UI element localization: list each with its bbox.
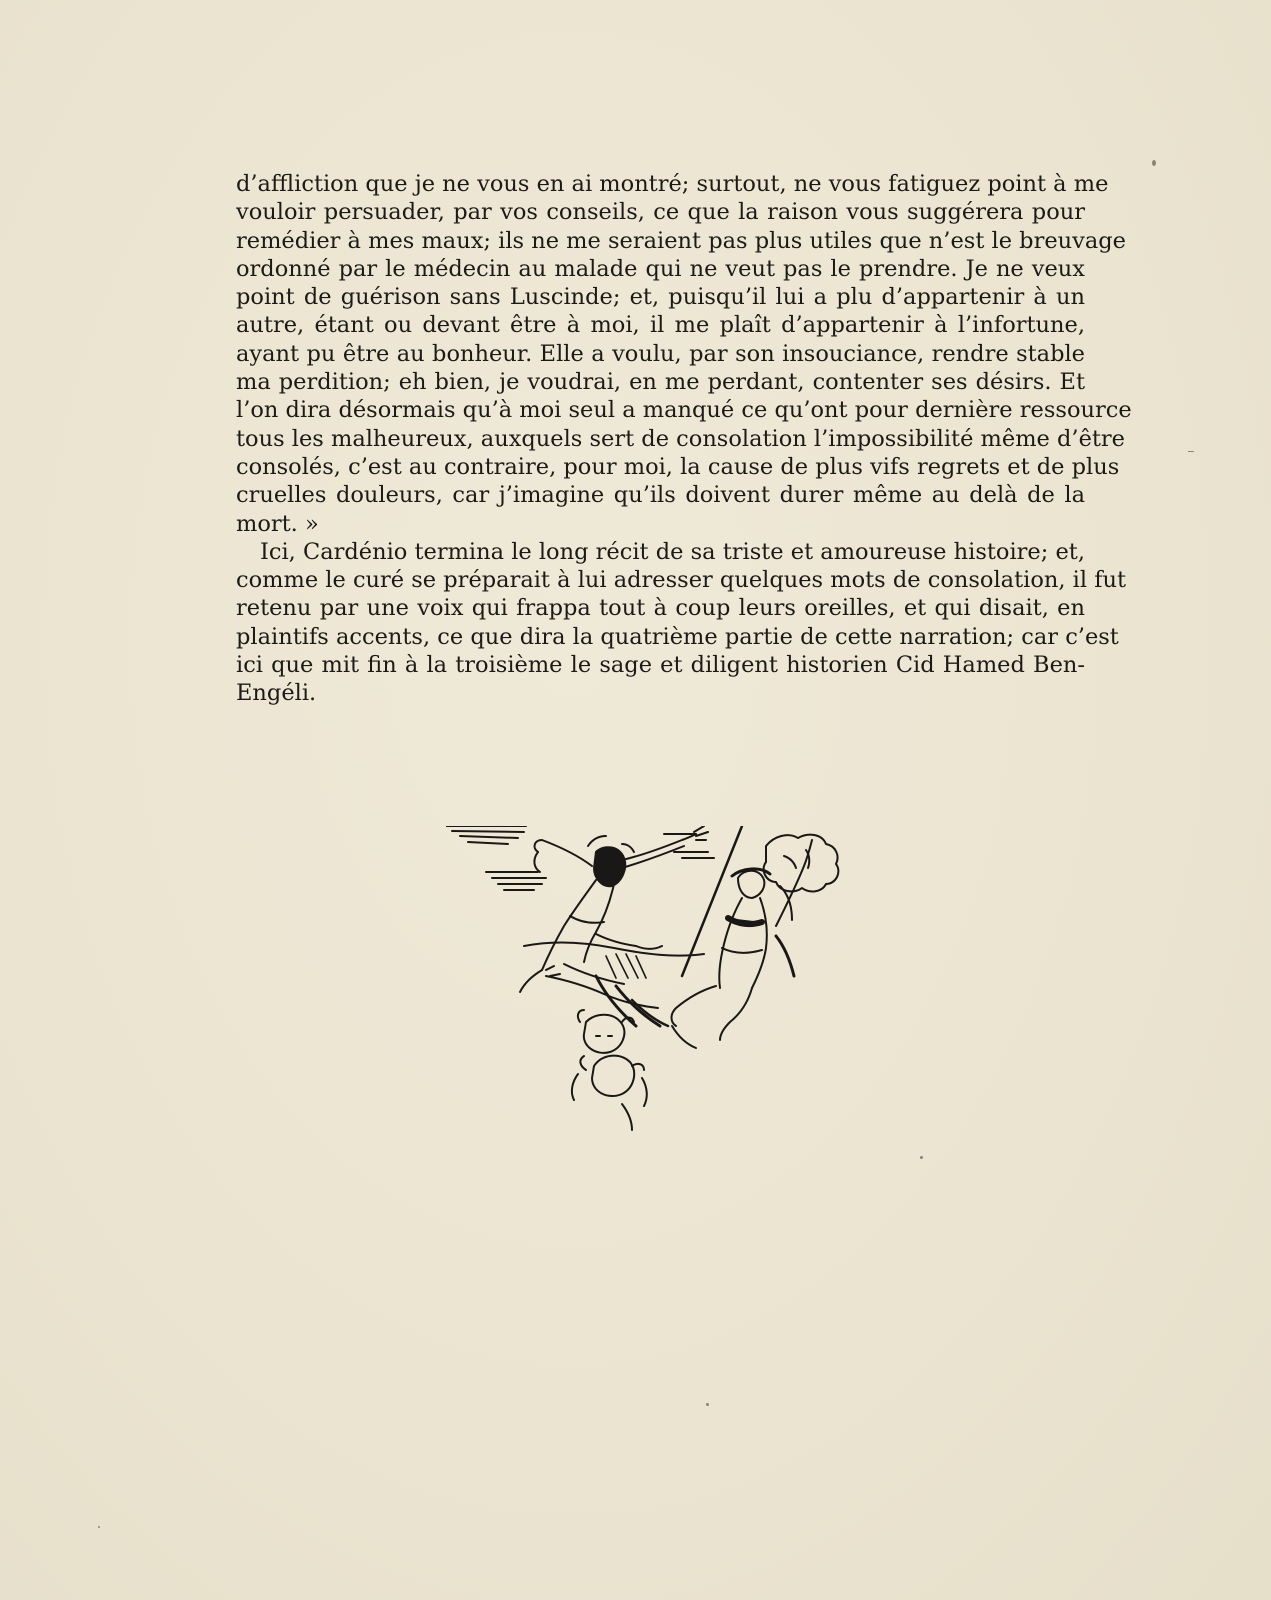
text-line: Engéli. — [236, 680, 317, 707]
text-line: tous les malheureux, auxquels sert de consolation l’impossibilité même d’être — [236, 425, 1125, 452]
page-text — [236, 170, 1132, 708]
text-line: mort. » — [236, 510, 319, 537]
text-line: d’affliction que je ne vous en ai montré; surtout, ne vous fatiguez point à me — [236, 171, 1109, 197]
text-line: comme le curé se préparait à lui adresser quelques mots de consolation, il fut — [236, 567, 1127, 594]
paper-speck — [1152, 160, 1156, 166]
text-line: remédier à mes maux; ils ne me seraient pas plus utiles que n’est le breuvage — [236, 227, 1126, 254]
text-line: ayant pu être au bonheur. Elle a voulu, par son insouciance, rendre stable — [236, 340, 1085, 367]
text-line: vouloir persuader, par vos conseils, ce que la raison vous suggérera pour — [236, 199, 1085, 226]
text-line: retenu par une voix qui frappa tout à coup leurs oreilles, et qui disait, en — [236, 595, 1085, 622]
paper-speck — [98, 1526, 100, 1528]
text-line: l’on dira désormais qu’à moi seul a manqué ce qu’ont pour dernière ressource — [236, 397, 1132, 424]
text-line: consolés, c’est au contraire, pour moi, la cause de plus vifs regrets et de plus — [236, 453, 1120, 480]
text-line: point de guérison sans Luscinde; et, puisqu’il lui a plu d’appartenir à un — [236, 284, 1085, 311]
paragraph-1 — [236, 170, 1132, 538]
text-line: Ici, Cardénio termina le long récit de sa triste et amoureuse histoire; et, — [260, 538, 1085, 565]
wild-man-and-shepherd-vignette-icon — [446, 826, 866, 1132]
paper-speck — [706, 1403, 709, 1406]
text-line: plaintifs accents, ce que dira la quatrième partie de cette narration; car c’est — [236, 623, 1119, 650]
text-line: ici que mit fin à la troisième le sage et diligent historien Cid Hamed Ben- — [236, 652, 1085, 679]
text-line: cruelles douleurs, car j’imagine qu’ils doivent durer même au delà de la — [236, 482, 1085, 509]
text-line: ordonné par le médecin au malade qui ne veut pas le prendre. Je ne veux — [236, 255, 1085, 282]
paragraph-2 — [236, 538, 1127, 708]
paper-speck — [920, 1156, 923, 1159]
text-line: ma perdition; eh bien, je voudrai, en me perdant, contenter ses désirs. Et — [236, 369, 1085, 396]
paper-speck — [1188, 451, 1194, 452]
text-line: autre, étant ou devant être à moi, il me plaît d’appartenir à l’infortune, — [236, 312, 1085, 339]
